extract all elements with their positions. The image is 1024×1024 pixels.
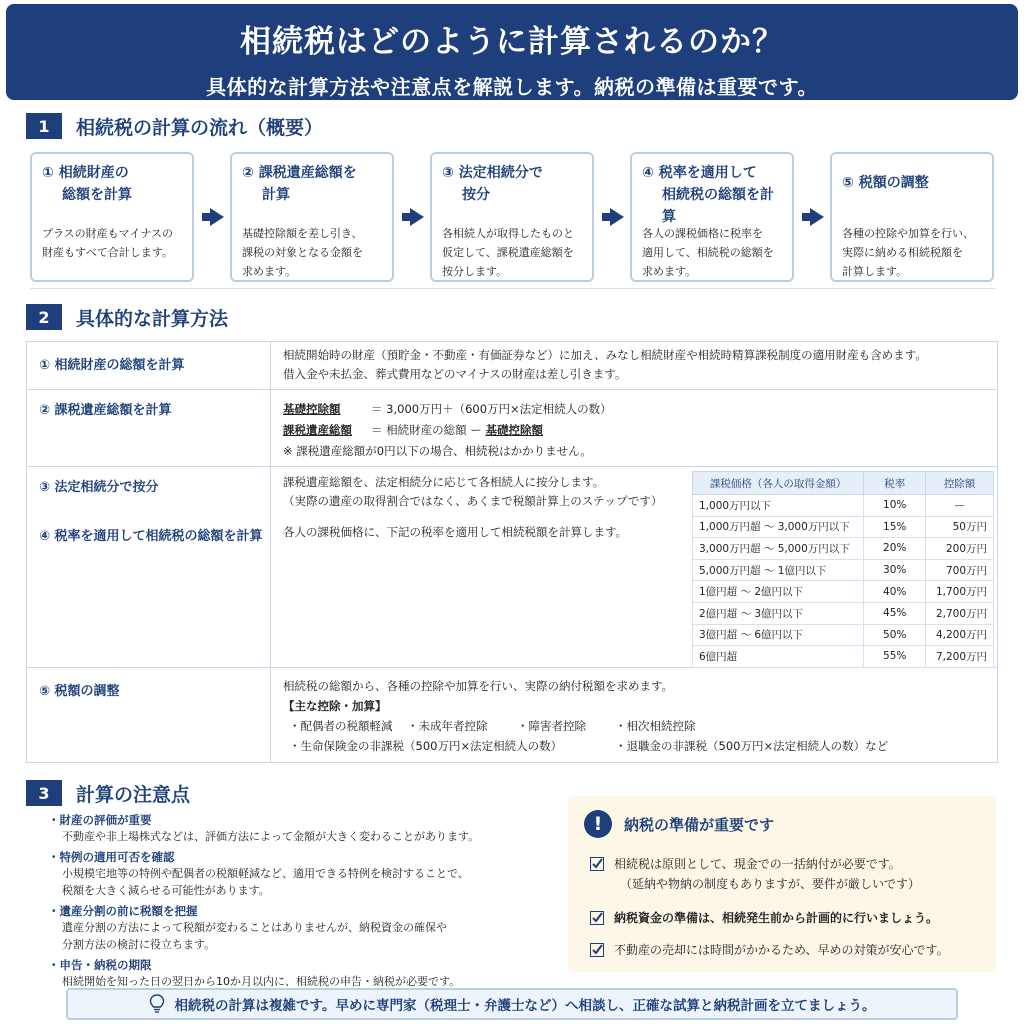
rate-cell: 10% [864, 495, 926, 517]
step-desc-line2: 適用して、相続税の総額を [642, 246, 774, 259]
row-label-1: ① 相続財産の総額を計算 [39, 358, 185, 373]
step-title-line2: 総額を計算 [62, 187, 132, 203]
checkbox-icon [590, 943, 604, 957]
deduction-cell: ー [926, 495, 994, 517]
step-desc-line3: 按分します。 [442, 265, 508, 278]
bracket-cell: 3億円超 〜 6億円以下 [693, 624, 864, 646]
flow-arrow-icon [210, 208, 224, 226]
checklist-text: 相続税は原則として、現金での一括納付が必要です。 [614, 857, 901, 871]
column-header: 税率 [864, 472, 926, 495]
step-title-line2: 按分 [462, 187, 490, 203]
page-header [6, 4, 1018, 100]
note-desc: 小規模宅地等の特例や配偶者の税額軽減など、適用できる特例を検討することで、 [62, 867, 469, 880]
deduction-cell: 700万円 [926, 559, 994, 581]
section3-number: 3 [26, 780, 62, 806]
note-title: ・財産の評価が重要 [48, 813, 152, 827]
table-row [693, 495, 994, 517]
deduction-cell: 50万円 [926, 516, 994, 538]
footer-advice [66, 988, 958, 1020]
step-desc-line1: プラスの財産もマイナスの [42, 227, 174, 240]
flow-arrow-icon [810, 208, 824, 226]
row5-list-heading: 【主な控除・加算】 [283, 699, 387, 713]
rate-cell: 15% [864, 516, 926, 538]
row5-line1: 相続税の総額から、各種の控除や加算を行い、実際の納付税額を求めます。 [283, 679, 674, 693]
deduction-item: ・配偶者の税額軽減 [289, 719, 393, 733]
row-label-5: ⑤ 税額の調整 [39, 684, 120, 699]
basic-deduction-formula: ＝ 3,000万円＋（600万円×法定相続人の数） [371, 402, 612, 416]
deduction-cell: 200万円 [926, 538, 994, 560]
row-label-4: ④ 税率を適用して相続税の総額を計算 [39, 529, 263, 544]
step-desc-line2: 実際に納める相続税額を [842, 246, 963, 259]
bracket-cell: 1億円超 〜 2億円以下 [693, 581, 864, 603]
taxable-estate-formula-term: 基礎控除額 [485, 423, 543, 437]
taxable-estate-formula: ＝ 相続財産の総額 ー [371, 423, 486, 437]
table-row [693, 624, 994, 646]
deduction-item: ・未成年者控除 [407, 719, 488, 733]
row3-line2: （実際の遺産の取得割合ではなく、あくまで税額計算上のステップです） [283, 494, 663, 508]
step-title-line1: ④ 税率を適用して [642, 165, 757, 181]
table-row [693, 602, 994, 624]
bracket-cell: 5,000万円超 〜 1億円以下 [693, 559, 864, 581]
flow-step-3 [430, 152, 594, 282]
exclamation-icon: ! [584, 810, 612, 838]
flow-step-2 [230, 152, 394, 282]
step-title-line2: 計算 [262, 187, 290, 203]
step-desc-line1: 各人の課税価格に税率を [642, 227, 763, 240]
row-text-1 [283, 346, 983, 384]
tax-rate-header-row [693, 472, 994, 495]
row-text-4: 各人の課税価格に、下記の税率を適用して相続税額を計算します。 [283, 525, 628, 539]
flow-steps [30, 152, 996, 284]
table-row [693, 646, 994, 668]
step-desc-line2: 仮定して、課税遺産総額を [442, 246, 574, 259]
basic-deduction-label: 基礎控除額 [283, 402, 341, 416]
section2-number: 2 [26, 304, 62, 330]
rate-cell: 50% [864, 624, 926, 646]
page-title: 相続税はどのように計算されるのか？ [240, 24, 784, 60]
checkbox-icon [590, 857, 604, 871]
note-desc: 相続開始を知った日の翌日から10か月以内に、相続税の申告・納税が必要です。 [62, 975, 461, 988]
list-item [48, 849, 558, 899]
checkbox-icon [590, 911, 604, 925]
row1-line1: 相続開始時の財産（預貯金・不動産・有価証券など）に加え、みなし相続財産や相続時精算課税制度の適用財産も含めます。 [283, 348, 927, 362]
step-desc-line1: 各相続人が取得したものと [442, 227, 574, 240]
flow-arrow-icon [610, 208, 624, 226]
step-title-line1: ③ 法定相続分で [442, 165, 543, 181]
row3-line1: 課税遺産総額を、法定相続分に応じて各相続人に按分します。 [283, 475, 605, 489]
divider [30, 288, 996, 289]
row-label-2: ② 課税遺産総額を計算 [39, 403, 172, 418]
deduction-cell: 2,700万円 [926, 602, 994, 624]
step-desc-line1: 各種の控除や加算を行い、 [842, 227, 974, 240]
note-desc: 遺産分割の方法によって税額が変わることはありませんが、納税資金の確保や [62, 921, 447, 934]
column-header: 課税価格（各人の取得金額） [693, 472, 864, 495]
tax-prep-callout [568, 796, 996, 972]
bracket-cell: 3,000万円超 〜 5,000万円以下 [693, 538, 864, 560]
checklist-item [590, 940, 949, 960]
section2-title: 具体的な計算方法 [76, 307, 229, 330]
footer-text: 相続税の計算は複雑です。早めに専門家（税理士・弁護士など）へ相談し、正確な試算と納税計画を立てましょう。 [174, 998, 876, 1014]
lightbulb-icon [149, 994, 165, 1014]
checklist-item [590, 854, 920, 894]
row-label-3: ③ 法定相続分で按分 [39, 480, 159, 495]
row-divider [27, 389, 997, 390]
step-desc-line3: 求めます。 [242, 265, 297, 278]
rate-cell: 40% [864, 581, 926, 603]
deduction-cell: 7,200万円 [926, 646, 994, 668]
deduction-item: ・退職金の非課税（500万円×法定相続人の数）など [615, 739, 889, 753]
note-title: ・遺産分割の前に税額を把握 [48, 904, 198, 918]
section1-heading [26, 112, 323, 140]
note-desc: 税額を大きく減らせる可能性があります。 [62, 884, 270, 897]
step-title-line1: ② 課税遺産総額を [242, 165, 357, 181]
checklist-text: 納税資金の準備は、相続発生前から計画的に行いましょう。 [614, 911, 939, 925]
list-item [48, 812, 558, 845]
section1-number: 1 [26, 113, 62, 139]
flow-step-5 [830, 152, 994, 282]
bracket-cell: 6億円超 [693, 646, 864, 668]
taxable-estate-note: ※ 課税遺産総額が0円以下の場合、相続税はかかりません。 [283, 444, 592, 458]
rate-cell: 20% [864, 538, 926, 560]
row-text-3 [283, 473, 693, 511]
step-title-line1: ⑤ 税額の調整 [842, 175, 929, 191]
list-item [48, 957, 558, 990]
note-desc: 不動産や非上場株式などは、評価方法によって金額が大きく変わることがあります。 [62, 830, 480, 843]
step-desc-line1: 基礎控除額を差し引き、 [242, 227, 363, 240]
flow-arrow-icon [410, 208, 424, 226]
rate-cell: 55% [864, 646, 926, 668]
column-divider [270, 342, 271, 762]
taxable-estate-label: 課税遺産総額 [283, 423, 352, 437]
page-subtitle: 具体的な計算方法や注意点を解説します。納税の準備は重要です。 [206, 75, 818, 99]
note-desc: 分割方法の検討に役立ちます。 [62, 938, 216, 951]
bracket-cell: 1,000万円以下 [693, 495, 864, 517]
step-desc-line2: 財産もすべて合計します。 [42, 246, 173, 259]
checklist-text: 不動産の売却には時間がかかるため、早めの対策が安心です。 [614, 943, 949, 957]
row-text-5 [283, 676, 983, 756]
step-title-line2: 相続税の総額を計算 [662, 187, 774, 225]
section3-title: 計算の注意点 [76, 783, 191, 806]
deduction-cell: 4,200万円 [926, 624, 994, 646]
section1-title: 相続税の計算の流れ（概要） [76, 116, 324, 139]
flow-step-1 [30, 152, 194, 282]
callout-title: 納税の準備が重要です [624, 816, 775, 834]
rate-cell: 45% [864, 602, 926, 624]
section2-heading [26, 303, 228, 331]
bracket-cell: 1,000万円超 〜 3,000万円以下 [693, 516, 864, 538]
flow-step-4 [630, 152, 794, 282]
table-row [693, 581, 994, 603]
bracket-cell: 2億円超 〜 3億円以下 [693, 602, 864, 624]
checklist-text: （延納や物納の制度もありますが、要件が厳しいです） [620, 877, 921, 891]
column-header: 控除額 [926, 472, 994, 495]
section3-heading [26, 779, 190, 807]
row-text-2 [283, 399, 983, 462]
caution-notes [48, 812, 558, 994]
row-divider [27, 466, 997, 467]
deduction-item: ・相次相続控除 [615, 719, 696, 733]
note-title: ・特例の適用可否を確認 [48, 850, 175, 864]
row1-line2: 借入金や未払金、葬式費用などのマイナスの財産は差し引きます。 [283, 367, 627, 381]
step-desc-line3: 計算します。 [842, 265, 908, 278]
step-desc-line3: 求めます。 [642, 265, 697, 278]
note-title: ・申告・納税の期限 [48, 958, 152, 972]
deduction-item: ・障害者控除 [517, 719, 586, 733]
step-desc-line2: 課税の対象となる金額を [242, 246, 363, 259]
checklist-item [590, 908, 938, 928]
rate-cell: 30% [864, 559, 926, 581]
tax-rate-table [692, 471, 994, 668]
deduction-item: ・生命保険金の非課税（500万円×法定相続人の数） [289, 739, 563, 753]
step-title-line1: ① 相続財産の [42, 165, 129, 181]
deduction-cell: 1,700万円 [926, 581, 994, 603]
table-row [693, 538, 994, 560]
table-row [693, 516, 994, 538]
table-row [693, 559, 994, 581]
list-item [48, 903, 558, 953]
